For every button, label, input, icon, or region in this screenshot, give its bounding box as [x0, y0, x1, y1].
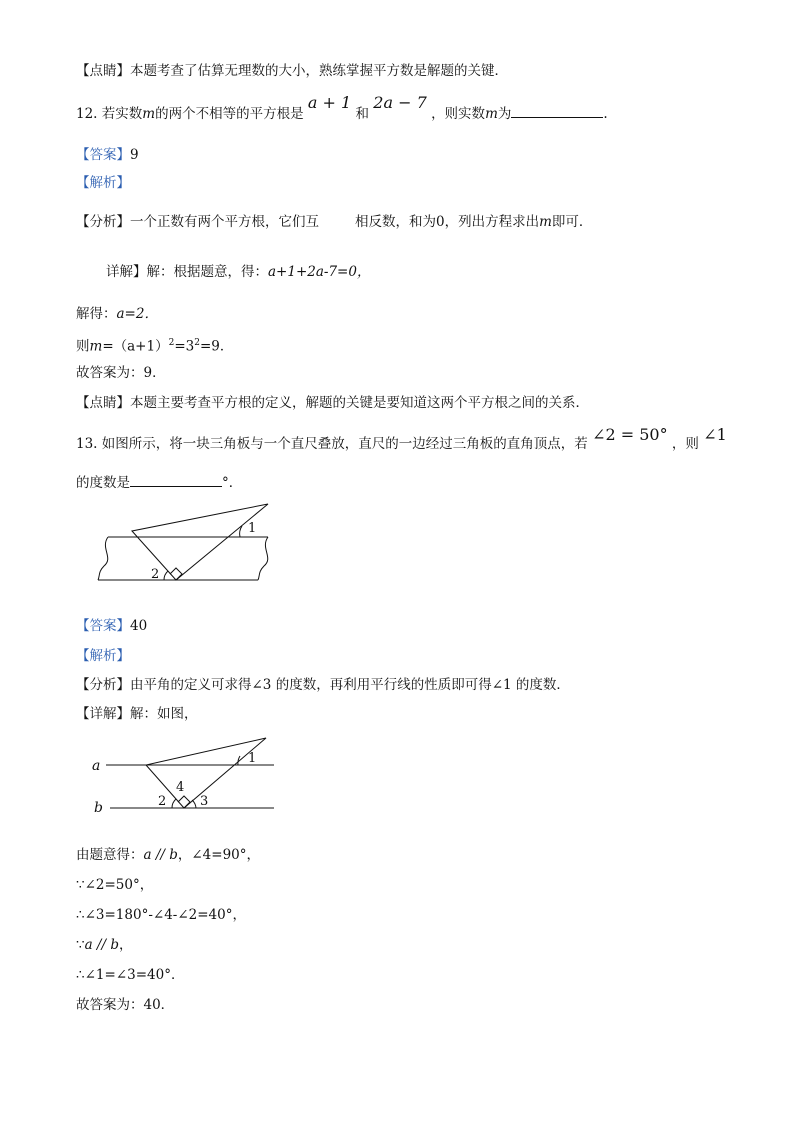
fig1-label-1: 1	[248, 521, 257, 536]
q13-text-a: 如图所示，将一块三角板与一个直尺叠放，直尺的一边经过三角板的直角顶点，若	[101, 436, 588, 452]
ruler-right-break	[258, 537, 268, 580]
guda-12: 故答案为：9．	[76, 365, 166, 381]
xiangjie-13	[76, 705, 198, 723]
dianjing-text: 本题考查了估算无理数的大小，熟练掌握平方数是解题的关键．	[130, 63, 508, 79]
fenxi-text-d: 即可．	[551, 214, 593, 230]
q13b-text: 的度数是	[76, 475, 130, 491]
q12-text-a: 若实数	[101, 106, 143, 122]
xiangjie13-label: 【详解】	[76, 706, 130, 722]
right-angle-mark	[170, 568, 182, 580]
dianjing12-label: 【点睛】	[76, 395, 130, 411]
fig2-label-1: 1	[248, 751, 257, 766]
fig2-label-2: 2	[158, 794, 167, 809]
step-3: ∴∠3=180°-∠4-∠2=40°，	[76, 907, 246, 923]
q12-expr1: a + 1	[307, 93, 352, 112]
right-angle-mark	[178, 796, 190, 808]
q12-m: m	[142, 106, 156, 122]
step1-ab: a // b	[143, 847, 178, 863]
jie-eq: a=2．	[116, 306, 158, 322]
step-1	[76, 846, 260, 864]
step4-text-a: ∵	[76, 937, 85, 953]
ze-text: 则	[76, 338, 90, 355]
dianjing-label: 【点睛】	[76, 63, 130, 79]
step1-text-a: 由题意得：	[76, 847, 144, 863]
dianjing-line-11	[76, 62, 508, 80]
step-6: 故答案为：40．	[76, 997, 175, 1013]
step1-text-b: ，∠4=90°，	[177, 847, 261, 863]
fig2-label-4: 4	[176, 780, 185, 795]
ze-12	[76, 334, 233, 356]
q12-text-c: ，则实数	[431, 106, 486, 122]
fenxi-13	[76, 676, 570, 694]
figure-parallel-lines	[88, 732, 288, 818]
xiangjie-eq: a+1+2a-7=0，	[268, 264, 371, 280]
question-13	[76, 425, 727, 453]
jie-text: 解得：	[76, 306, 117, 322]
q12-he: 和	[355, 106, 369, 122]
fig2-label-a: a	[92, 758, 101, 774]
fenxi-label: 【分析】	[76, 214, 130, 230]
dianjing12-text: 本题主要考查平方根的定义，解题的关键是要知道这两个平方根之间的关系．	[130, 395, 589, 411]
angle2-arc	[164, 571, 168, 580]
q13-text-c: ，则	[671, 436, 699, 452]
step-5: ∴∠1=∠3=40°．	[76, 967, 185, 983]
ze-sup: 2	[168, 338, 175, 348]
q12-text-d: 为	[497, 106, 512, 122]
fenxi-text-b: 相反数，和为	[355, 214, 436, 230]
q12-m2: m	[485, 106, 498, 122]
answer-value: 9	[130, 147, 139, 163]
step4-ab: a // b	[84, 937, 119, 953]
question-13-cont	[76, 474, 242, 492]
q13-angle2: ∠2 = 50°	[592, 425, 668, 444]
answer13-label: 【答案】	[76, 618, 130, 634]
fenxi-m: m	[539, 214, 552, 230]
q12-text-b: 的两个不相等的平方根是	[155, 106, 304, 122]
jiexi-13: 【解析】	[76, 648, 130, 664]
q12-number: 12.	[76, 106, 98, 122]
xiangjie-text: 详解】解：根据题意，得：	[106, 264, 268, 280]
fenxi13-text: 由平角的定义可求得∠3 的度数，再利用平行线的性质即可得∠1 的度数．	[130, 677, 570, 693]
question-12	[76, 93, 608, 123]
q13-angle1: ∠1	[703, 425, 727, 444]
ruler-left-break	[98, 537, 108, 580]
q13-answer-blank[interactable]	[130, 486, 222, 487]
q12-end: .	[603, 106, 608, 122]
fig2-label-b: b	[94, 800, 103, 816]
figure-ruler-triangle	[90, 500, 280, 590]
angle3-arc	[192, 800, 196, 808]
fenxi-12	[76, 213, 592, 231]
step-4	[76, 936, 132, 954]
answer-12	[76, 146, 139, 164]
ze-eq2: =3	[174, 338, 195, 355]
fenxi-text-a: 一个正数有两个平方根，它们互	[130, 214, 319, 230]
jie-12	[76, 305, 158, 323]
ze-eq3: =9．	[199, 338, 234, 355]
fenxi13-label: 【分析】	[76, 677, 130, 693]
q12-answer-blank[interactable]	[511, 117, 603, 118]
angle2-arc	[172, 799, 176, 808]
answer-13	[76, 617, 147, 635]
fenxi-zero: 0	[436, 214, 445, 230]
xiangjie-12	[106, 263, 370, 281]
dianjing-12	[76, 394, 589, 412]
fig1-label-2: 2	[151, 567, 160, 582]
answer13-value: 40	[130, 618, 148, 634]
jiexi-12: 【解析】	[76, 175, 130, 191]
step-2: ∵∠2=50°，	[76, 877, 154, 893]
q13b-deg: °．	[222, 475, 243, 491]
q12-expr2: 2a − 7	[373, 93, 427, 112]
fenxi-text-c: ，列出方程求出	[444, 214, 540, 230]
ze-sup2: 2	[194, 338, 200, 348]
ze-eq: =（a+1）	[102, 338, 169, 355]
q13-number: 13.	[76, 436, 98, 452]
xiangjie13-text: 解：如图，	[130, 706, 198, 722]
ze-m: m	[89, 338, 103, 355]
answer-label: 【答案】	[76, 147, 130, 163]
step4-text-b: ，	[118, 937, 133, 953]
fig2-label-3: 3	[200, 794, 209, 809]
